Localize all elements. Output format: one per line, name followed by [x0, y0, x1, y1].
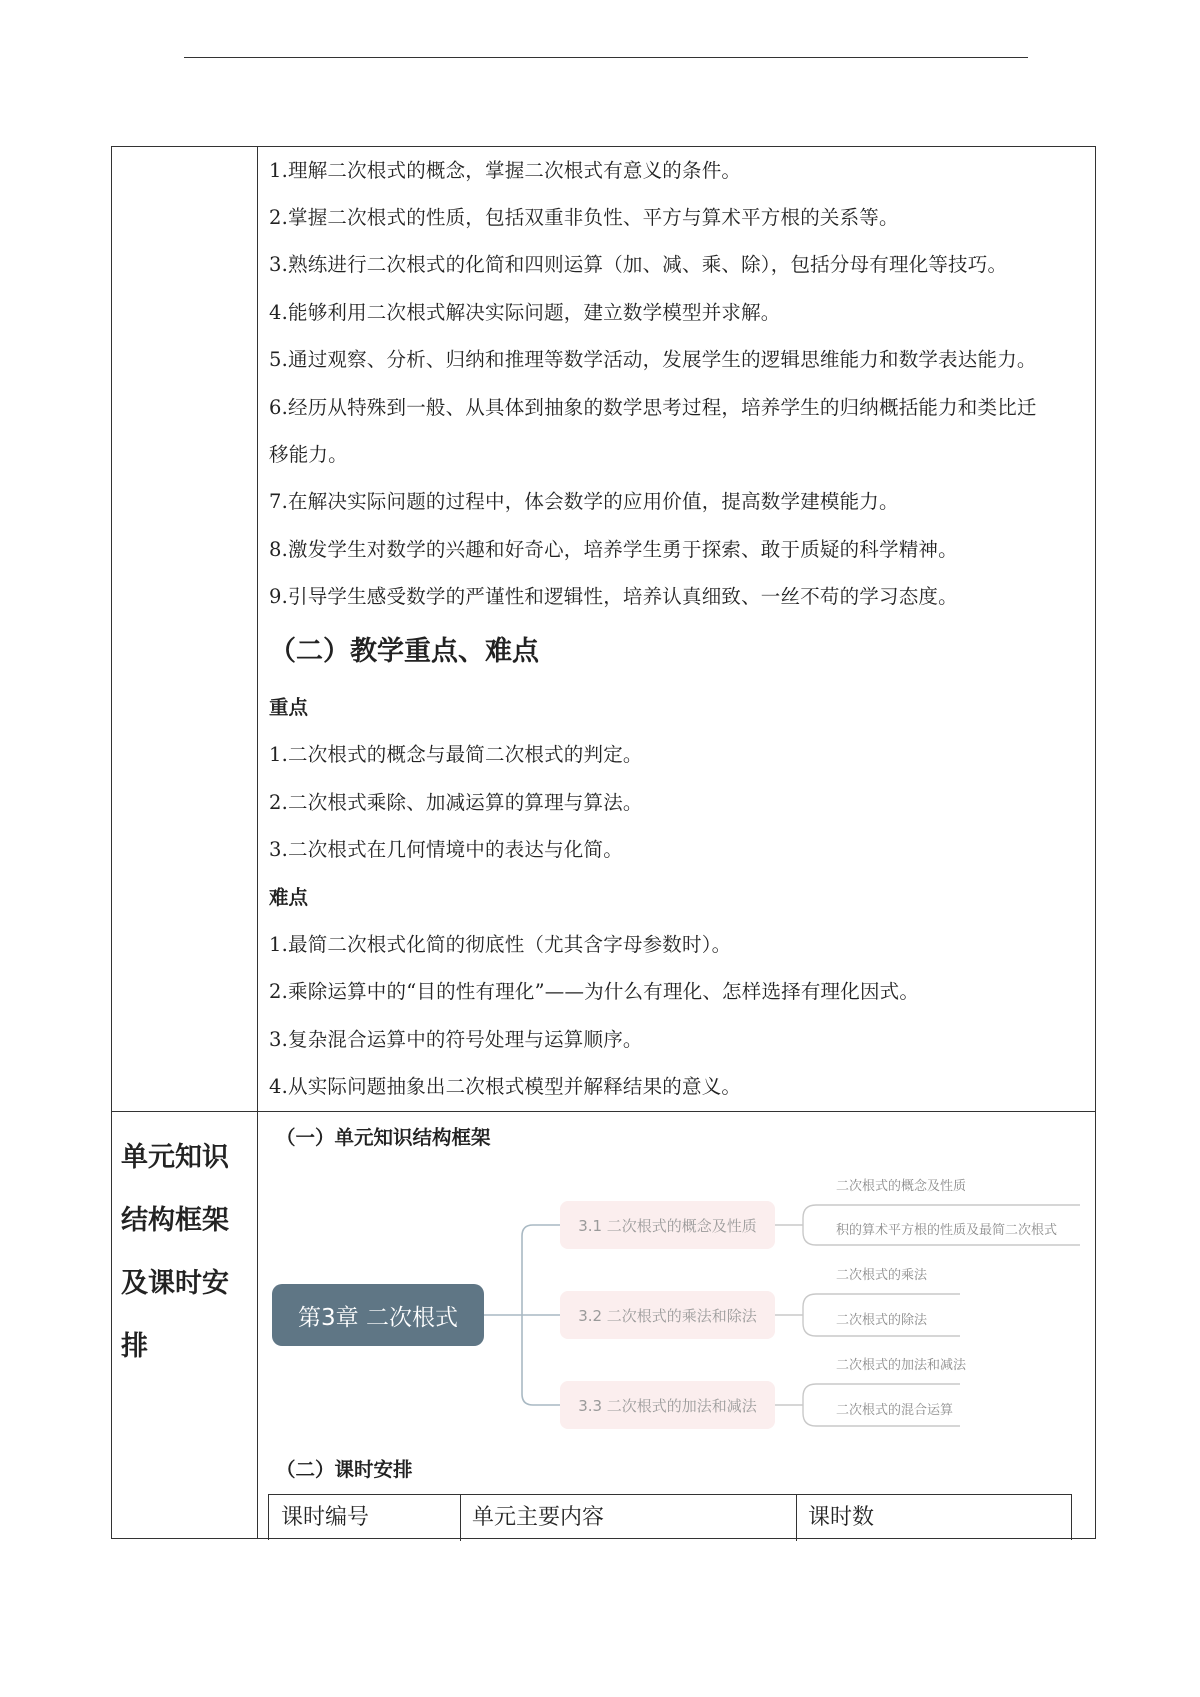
objective-item: 6.经历从特殊到一般、从具体到抽象的数学思考过程，培养学生的归纳概括能力和类比迁 — [269, 396, 1037, 419]
mindmap-branch: 3.3 二次根式的加法和减法 — [560, 1381, 775, 1429]
schedule-header-cell: 课时数 — [808, 1505, 875, 1530]
difficult-point-item: 1.最简二次根式化简的彻底性（尤其含字母参数时）。 — [269, 933, 732, 956]
mindmap-leaf: 二次根式的加法和减法 — [836, 1358, 967, 1373]
objective-item: 7.在解决实际问题的过程中，体会数学的应用价值，提高数学建模能力。 — [269, 490, 899, 513]
key-point-item: 2.二次根式乘除、加减运算的算理与算法。 — [269, 791, 643, 814]
schedule-title: （二）课时安排 — [276, 1458, 413, 1481]
table-column-divider — [257, 146, 258, 1539]
difficult-points-label: 难点 — [269, 886, 309, 909]
schedule-header-cell: 单元主要内容 — [472, 1505, 605, 1530]
row-label-line: 排 — [121, 1331, 148, 1362]
schedule-table-header — [268, 1494, 1072, 1540]
row-label-line: 结构框架 — [121, 1205, 229, 1236]
objective-item: 8.激发学生对数学的兴趣和好奇心，培养学生勇于探索、敢于质疑的科学精神。 — [269, 538, 958, 561]
mindmap-leaf: 二次根式的乘法 — [836, 1268, 928, 1283]
schedule-header-cell: 课时编号 — [281, 1505, 370, 1530]
key-point-item: 1.二次根式的概念与最简二次根式的判定。 — [269, 743, 643, 766]
mindmap-leaf: 二次根式的除法 — [836, 1313, 928, 1328]
mindmap-branch: 3.2 二次根式的乘法和除法 — [560, 1291, 775, 1339]
objective-item: 9.引导学生感受数学的严谨性和逻辑性，培养认真细致、一丝不苟的学习态度。 — [269, 585, 958, 608]
objective-item: 3.熟练进行二次根式的化简和四则运算（加、减、乘、除），包括分母有理化等技巧。 — [269, 253, 1008, 276]
key-point-item: 3.二次根式在几何情境中的表达与化简。 — [269, 838, 623, 861]
header-rule — [184, 57, 1028, 58]
row-label-line: 及课时安 — [121, 1268, 229, 1299]
framework-title: （一）单元知识结构框架 — [276, 1126, 491, 1149]
difficult-point-item: 2.乘除运算中的“目的性有理化”——为什么有理化、怎样选择有理化因式。 — [269, 980, 920, 1003]
mindmap-leaf: 二次根式的混合运算 — [836, 1403, 954, 1418]
objective-item: 5.通过观察、分析、归纳和推理等数学活动，发展学生的逻辑思维能力和数学表达能力。 — [269, 348, 1037, 371]
difficult-point-item: 4.从实际问题抽象出二次根式模型并解释结果的意义。 — [269, 1075, 742, 1098]
section-title-key-difficult: （二）教学重点、难点 — [269, 636, 539, 667]
objective-item: 1.理解二次根式的概念，掌握二次根式有意义的条件。 — [269, 159, 742, 182]
table-row-divider — [111, 1111, 1096, 1112]
mindmap-leaf: 二次根式的概念及性质 — [836, 1179, 967, 1194]
objective-item: 2.掌握二次根式的性质，包括双重非负性、平方与算术平方根的关系等。 — [269, 206, 899, 229]
key-points-label: 重点 — [269, 696, 309, 719]
mindmap-leaf: 积的算术平方根的性质及最简二次根式 — [836, 1223, 1058, 1238]
mindmap-root: 第3章 二次根式 — [272, 1284, 484, 1346]
objective-item: 4.能够利用二次根式解决实际问题，建立数学模型并求解。 — [269, 301, 781, 324]
row-label-unit-framework — [121, 1126, 251, 1378]
row-label-line: 单元知识 — [121, 1142, 229, 1173]
mindmap-branch: 3.1 二次根式的概念及性质 — [560, 1201, 775, 1249]
difficult-point-item: 3.复杂混合运算中的符号处理与运算顺序。 — [269, 1028, 643, 1051]
objective-item: 移能力。 — [269, 443, 348, 466]
